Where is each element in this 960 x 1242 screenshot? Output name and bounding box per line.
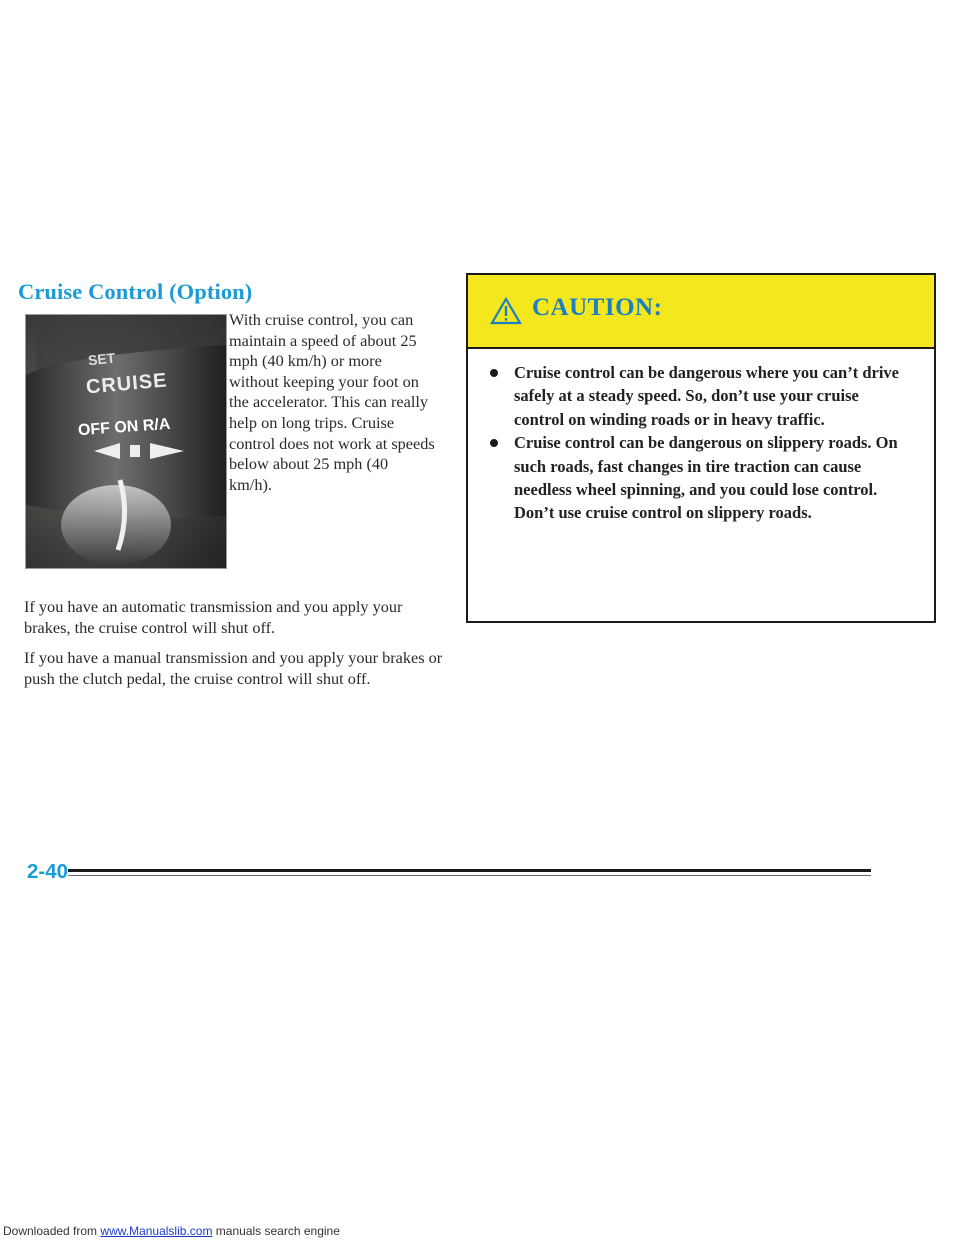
caution-box [466, 273, 936, 623]
photo-label-set: SET [87, 349, 116, 369]
footer-rule-thin [68, 875, 871, 876]
photo-arrow-icon [94, 441, 184, 461]
manual-transmission-paragraph: If you have a manual transmission and you apply your brakes or push the clutch pedal, the cruise control will shut off. [24, 648, 443, 688]
caution-list [488, 361, 908, 525]
automatic-transmission-paragraph: If you have an automatic transmission and you apply your brakes, the cruise control will shut off. [24, 597, 403, 637]
download-watermark [3, 1224, 340, 1238]
watermark-prefix: Downloaded from [3, 1224, 98, 1238]
intro-paragraph: With cruise control, you can maintain a speed of about 25 mph (40 km/h) or more without keeping your foot on the accelerator. This can really help on long trips. Cruise control does not work at speeds below about 25 mph (40 km/h). [229, 310, 435, 494]
cruise-control-lever-photo [25, 314, 227, 569]
caution-item [488, 431, 908, 525]
caution-item-text: Cruise control can be dangerous where you can’t drive safely at a steady speed. So, don’t use your cruise control on winding roads or in heavy traffic. [514, 363, 899, 429]
caution-header [468, 275, 934, 349]
watermark-link[interactable]: www.Manualslib.com [100, 1224, 213, 1238]
warning-triangle-icon [490, 297, 522, 325]
bullet-icon [490, 369, 498, 377]
photo-label-cruise: CRUISE [85, 369, 169, 399]
page-number: 2-40 [27, 860, 69, 883]
caution-title: CAUTION: [532, 294, 663, 321]
caution-item [488, 361, 908, 431]
footer-rule [68, 869, 871, 872]
watermark-suffix: manuals search engine [215, 1224, 340, 1238]
caution-item-text: Cruise control can be dangerous on slippery roads. On such roads, fast changes in tire traction can cause needless wheel spinning, and you could lose control. Don’t use cruise control on slippery roads. [514, 433, 898, 523]
section-title: Cruise Control (Option) [18, 279, 253, 304]
bullet-icon [490, 439, 498, 447]
photo-label-off-on-ra: OFF ON R/A [77, 415, 171, 440]
